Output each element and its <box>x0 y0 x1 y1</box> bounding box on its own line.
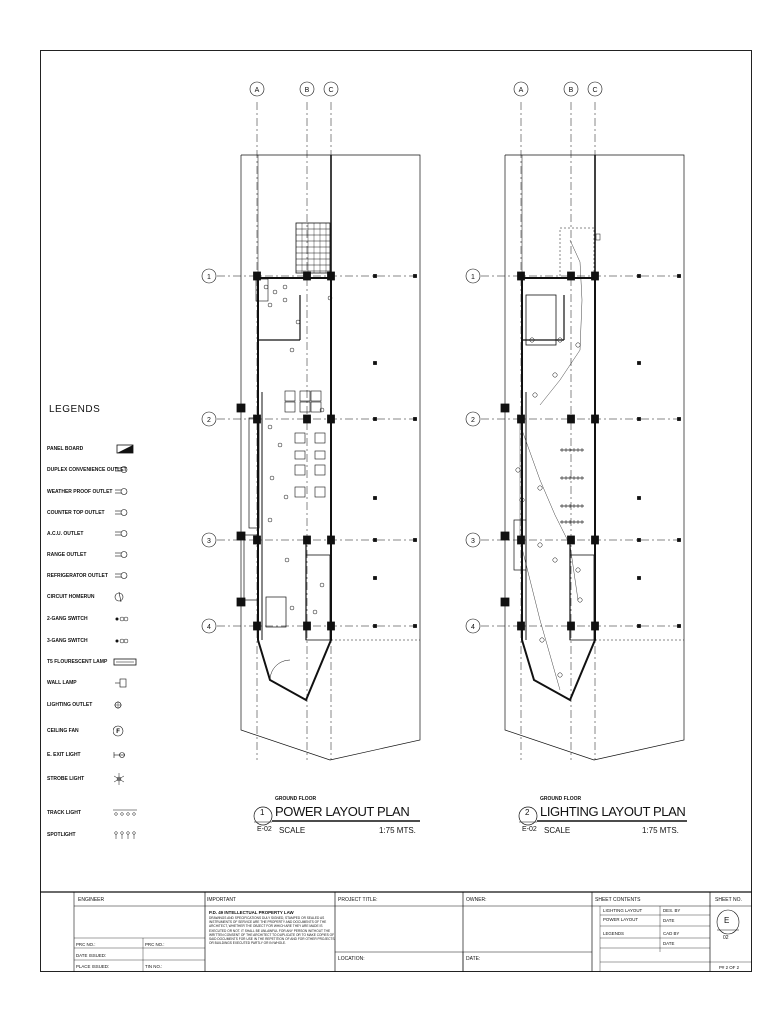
homerun-icon <box>113 590 137 604</box>
grid-bubble-label: A <box>518 87 524 94</box>
weatherproof-outlet-icon <box>113 485 137 499</box>
plan-sheet-ref: E-02 <box>257 826 272 833</box>
structural-column <box>518 272 525 280</box>
legend-item <box>47 832 143 854</box>
svg-text:F: F <box>116 729 120 735</box>
structural-column <box>638 625 641 628</box>
grid-bubble-label: 3 <box>207 538 211 545</box>
plan-subtitle: GROUND FLOOR <box>540 796 582 802</box>
grid-bubble-label: C <box>592 87 598 94</box>
ceiling-fan-icon <box>113 724 137 738</box>
plan-scale-value: 1:75 MTS. <box>642 826 679 835</box>
dining-table <box>295 451 305 459</box>
sheet-letter: E <box>724 916 730 925</box>
legend-item-label: T5 FLOURESCENT LAMP <box>47 659 108 665</box>
track-light-icon <box>113 806 137 820</box>
duplex-outlet-icon <box>113 463 137 477</box>
des-by-label: DES. BY <box>663 908 681 913</box>
structural-column <box>304 536 311 544</box>
structural-column <box>304 415 311 423</box>
structural-column <box>638 497 641 500</box>
tin-no-label: TIN NO.: <box>145 964 163 969</box>
content-item: POWER LAYOUT <box>603 917 639 922</box>
fluorescent-lamp-icon <box>113 655 137 669</box>
legend-item-label: DUPLEX CONVENIENCE OUTLET <box>47 467 127 473</box>
power-outlet <box>283 298 287 302</box>
lighting-outlet <box>538 543 542 547</box>
dining-table <box>295 487 305 497</box>
structural-column <box>678 418 681 421</box>
structural-column <box>592 272 599 280</box>
structural-column <box>568 622 575 630</box>
lighting-outlet <box>558 673 562 677</box>
plan-scale-label: SCALE <box>544 826 571 835</box>
range-outlet-icon <box>113 548 137 562</box>
plan-sheet-ref: E-02 <box>522 826 537 833</box>
stair-outline <box>560 228 594 278</box>
dining-table <box>300 402 310 412</box>
plan-scale-label: SCALE <box>279 826 306 835</box>
dining-table <box>285 391 295 401</box>
date-label-2: DATE <box>663 941 675 946</box>
dining-table <box>311 391 321 401</box>
date-label: DATE: <box>466 956 481 962</box>
structural-column <box>374 539 377 542</box>
place-issued-label: PLACE ISSUED: <box>76 964 110 969</box>
plan-title: LIGHTING LAYOUT PLAN <box>540 804 686 819</box>
dining-table <box>285 402 295 412</box>
structural-column <box>501 598 509 606</box>
structural-column <box>568 415 575 423</box>
structural-column <box>638 577 641 580</box>
legend-item <box>47 752 143 774</box>
structural-column <box>592 415 599 423</box>
grid-bubble-label: B <box>568 87 574 94</box>
structural-column <box>328 622 335 630</box>
power-outlet <box>278 443 282 447</box>
structural-column <box>254 536 261 544</box>
structural-column <box>568 272 575 280</box>
lighting-circuit <box>540 240 582 405</box>
structural-column <box>374 625 377 628</box>
lighting-outlet-icon <box>113 698 137 712</box>
dining-table <box>311 402 321 412</box>
legend-item-label: LIGHTING OUTLET <box>47 702 93 708</box>
engineer-label: ENGINEER <box>78 897 105 903</box>
power-outlet <box>320 408 324 412</box>
important-label: IMPORTANT <box>207 897 236 903</box>
legend-item-label: CIRCUIT HOMERUN <box>47 594 95 600</box>
power-outlet <box>284 495 288 499</box>
plan-scale-value: 1:75 MTS. <box>379 826 416 835</box>
power-outlet <box>290 606 294 610</box>
power-outlet <box>285 558 289 562</box>
strobe-light-icon <box>113 772 137 786</box>
panel-board-icon <box>113 442 137 456</box>
sheet-of: P# 2 OF 2 <box>719 965 740 970</box>
legend-item-label: REFRIGERATOR OUTLET <box>47 573 108 579</box>
acu-outlet-icon <box>113 527 137 541</box>
spotlight-icon <box>113 828 137 842</box>
exit-light-icon <box>113 748 137 762</box>
sheet-number: 02 <box>723 935 729 941</box>
structural-column <box>374 418 377 421</box>
structural-column <box>518 415 525 423</box>
structural-column <box>638 539 641 542</box>
panel-board <box>596 234 600 240</box>
structural-column <box>592 536 599 544</box>
law-text: DRAWINGS AND SPECIFICATIONS DULY SIGNED, STAMPED OR SEALED AS INSTRUMENTS OF SERVICE ARE THE PROPERTY AND DOCUMENTS OF THE ARCHITECT, WHETHER THE OBJECT FOR WHICH ARE THEY ARE MADE IS EXECUTED OR NOT. IT SHALL BE UNLAWFUL FOR ANY PERSON WITHOUT THE WRITTEN CONSENT OF THE ARCHITECT TO DUPLICATE OR TO MAKE COPIES OF SAID DOCUMENTS FOR USE IN THE REPETITION OF AND FOR OTHER PROJECTS OR BUILDINGS EXECUTED PARTLY OR IN WHOLE. <box>209 916 335 946</box>
grid-bubble-label: 1 <box>207 274 211 281</box>
display-shelf <box>244 535 258 600</box>
grid-bubble-label: B <box>304 87 310 94</box>
structural-column <box>414 625 417 628</box>
power-plan-title-block <box>252 796 420 842</box>
dining-table <box>315 451 325 459</box>
structural-column <box>568 536 575 544</box>
structural-column <box>374 362 377 365</box>
structural-column <box>328 415 335 423</box>
law-title: P.D. 49 INTELLECTUAL PROPERTY LAW <box>209 910 294 915</box>
prc-no-label-2: PRC NO.: <box>145 942 165 947</box>
legend-item-label: COUNTER TOP OUTLET <box>47 510 105 516</box>
grid-bubble-label: 3 <box>471 538 475 545</box>
structural-column <box>414 275 417 278</box>
date-label-1: DATE <box>663 918 675 923</box>
room-partition <box>526 295 556 345</box>
lighting-outlet <box>576 343 580 347</box>
switch-icon <box>113 612 137 626</box>
legend-item-label: PANEL BOARD <box>47 446 84 452</box>
building-wall <box>258 278 331 700</box>
legend-title: LEGENDS <box>49 404 101 415</box>
lighting-outlet <box>538 486 542 490</box>
grid-bubble-label: 4 <box>207 624 211 631</box>
legend-item <box>47 728 143 750</box>
power-outlet <box>270 476 274 480</box>
sheet-contents-label: SHEET CONTENTS <box>595 897 641 903</box>
structural-column <box>374 275 377 278</box>
lighting-plan-title-block <box>517 796 687 842</box>
dining-table <box>315 487 325 497</box>
plan-subtitle: GROUND FLOOR <box>275 796 317 802</box>
structural-column <box>501 532 509 540</box>
power-outlet <box>273 290 277 294</box>
lighting-outlet <box>553 558 557 562</box>
plan-number: 1 <box>260 808 265 817</box>
structural-column <box>678 539 681 542</box>
power-outlet <box>313 610 317 614</box>
power-outlet <box>264 285 268 289</box>
structural-column <box>501 404 509 412</box>
lighting-outlet <box>576 568 580 572</box>
legend-item <box>47 702 143 724</box>
legend-item-label: WALL LAMP <box>47 680 77 686</box>
structural-column <box>254 415 261 423</box>
structural-column <box>374 497 377 500</box>
lighting-outlet <box>553 373 557 377</box>
structural-column <box>328 536 335 544</box>
structural-column <box>518 536 525 544</box>
grid-bubble-label: 4 <box>471 624 475 631</box>
grid-bubble-label: A <box>254 87 260 94</box>
power-outlet <box>320 583 324 587</box>
dining-table <box>295 465 305 475</box>
legend-item-label: RANGE OUTLET <box>47 552 87 558</box>
structural-column <box>414 539 417 542</box>
structural-column <box>237 404 245 412</box>
content-item: LEGENDS <box>603 931 624 936</box>
structural-column <box>638 275 641 278</box>
legend-item-label: TRACK LIGHT <box>47 810 81 816</box>
legend-item-label: 3-GANG SWITCH <box>47 638 88 644</box>
dining-table <box>315 433 325 443</box>
structural-column <box>254 622 261 630</box>
refrigerator-outlet-icon <box>113 569 137 583</box>
legend-item-label: 2-GANG SWITCH <box>47 616 88 622</box>
power-outlet <box>268 303 272 307</box>
structural-column <box>638 418 641 421</box>
counter-outlet-icon <box>113 506 137 520</box>
plan-title: POWER LAYOUT PLAN <box>275 804 410 819</box>
legend-item-label: SPOTLIGHT <box>47 832 76 838</box>
lighting-outlet <box>516 468 520 472</box>
door-swing <box>270 660 290 680</box>
legend-item-label: STROBE LIGHT <box>47 776 85 782</box>
dining-table <box>295 433 305 443</box>
structural-column <box>518 622 525 630</box>
stair <box>296 223 330 273</box>
prc-no-label: PRC NO.: <box>76 942 96 947</box>
power-outlet <box>268 425 272 429</box>
owner-label: OWNER: <box>466 897 487 903</box>
power-outlet <box>290 348 294 352</box>
plan-number: 2 <box>525 808 530 817</box>
content-item: LIGHTING LAYOUT <box>603 908 643 913</box>
structural-column <box>678 275 681 278</box>
cad-by-label: CAD BY <box>663 931 680 936</box>
lighting-outlet <box>578 598 582 602</box>
wall-lamp-icon <box>113 676 137 690</box>
grid-bubble-label: 2 <box>471 417 475 424</box>
legend-item-label: A.C.U. OUTLET <box>47 531 84 537</box>
grid-bubble-label: 1 <box>471 274 475 281</box>
power-outlet <box>283 285 287 289</box>
legend-item-label: CEILING FAN <box>47 728 79 734</box>
grid-bubble-label: C <box>328 87 334 94</box>
legend-item-label: WEATHER PROOF OUTLET <box>47 489 113 495</box>
cabinet <box>266 597 286 627</box>
lighting-outlet <box>533 393 537 397</box>
lighting-outlet <box>540 638 544 642</box>
legend-item <box>47 776 143 798</box>
structural-column <box>638 362 641 365</box>
dining-table <box>315 465 325 475</box>
structural-column <box>678 625 681 628</box>
date-issued-label: DATE ISSUED: <box>76 953 107 958</box>
location-label: LOCATION: <box>338 956 365 962</box>
structural-column <box>592 622 599 630</box>
grid-bubble-label: 2 <box>207 417 211 424</box>
dining-table <box>300 391 310 401</box>
legend-item-label: E. EXIT LIGHT <box>47 752 81 758</box>
structural-column <box>304 622 311 630</box>
structural-column <box>374 577 377 580</box>
project-title-label: PROJECT TITLE: <box>338 897 378 903</box>
power-outlet <box>268 518 272 522</box>
structural-column <box>414 418 417 421</box>
sheet-no-label: SHEET NO. <box>715 897 742 903</box>
switch-icon <box>113 634 137 648</box>
